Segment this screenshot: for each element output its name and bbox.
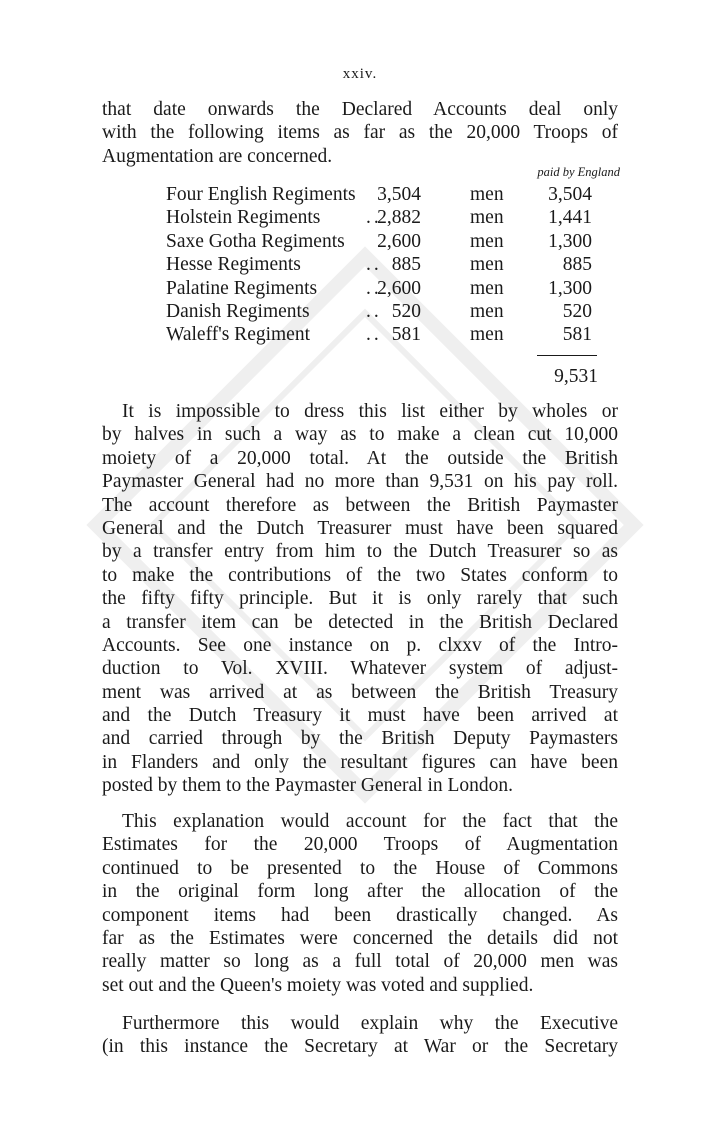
- paid-count: 1,441: [548, 207, 592, 229]
- regiment-name: Danish Regiments: [166, 300, 310, 322]
- regiment-name: Palatine Regiments: [166, 277, 318, 299]
- text-line: to make the contributions of the two States conform to: [102, 564, 618, 586]
- regiment-name: Four English Regiments: [166, 184, 356, 205]
- paid-count: 1,300: [548, 277, 592, 299]
- paid-total: 9,531: [554, 366, 598, 387]
- regiment-name: Hesse Regiments: [166, 254, 301, 276]
- text-line: ment was arrived at as between the British Treasury: [102, 681, 618, 703]
- text-line: the fifty fifty principle. But it is only rarely that such: [102, 588, 618, 610]
- text-line: Estimates for the 20,000 Troops of Augmentation: [102, 834, 618, 856]
- text-line: and the Dutch Treasury it must have been arrived at: [102, 705, 618, 727]
- text-line: continued to be presented to the House of Commons: [102, 857, 618, 879]
- table-row: [166, 207, 606, 230]
- paragraph-intro: [102, 98, 618, 168]
- unit-label: men: [470, 300, 504, 322]
- text-line: General and the Dutch Treasurer must have been squared: [102, 517, 618, 539]
- leader-dots: ..: [366, 300, 382, 322]
- men-count: 581: [391, 324, 421, 346]
- paid-count: 1,300: [548, 230, 592, 252]
- paid-count: 581: [562, 324, 592, 346]
- text-line: by halves in such a way as to make a clean cut 10,000: [102, 424, 618, 446]
- text-line: (in this instance the Secretary at War or the Secretary: [102, 1036, 618, 1058]
- regiments-table: [166, 184, 606, 348]
- men-count: 2,600: [377, 277, 421, 299]
- total-rule: [537, 355, 597, 356]
- unit-label: men: [470, 277, 504, 299]
- paid-count: 885: [562, 254, 592, 276]
- paragraph-3: [102, 1012, 618, 1059]
- men-count: 520: [391, 300, 421, 322]
- column-heading-paid: paid by England: [537, 165, 620, 179]
- leader-dots: ..: [366, 207, 382, 229]
- leader-dots: ..: [366, 324, 382, 346]
- text-line: really matter so long as a full total of 20,000 men was: [102, 951, 618, 973]
- page-folio: xxiv.: [342, 66, 378, 82]
- regiment-name: Holstein Regiments: [166, 207, 321, 229]
- text-line: a transfer item can be detected in the British Declared: [102, 611, 618, 633]
- text-line: component items had been drastically changed. As: [102, 904, 618, 926]
- text-line: in Flanders and only the resultant figures can have been: [102, 751, 618, 773]
- text-line: set out and the Queen's moiety was voted and supplied.: [102, 974, 534, 996]
- unit-label: men: [470, 324, 504, 346]
- text-line: that date onwards the Declared Accounts deal only: [102, 99, 618, 120]
- text-line: Accounts. See one instance on p. clxxv of the Intro-: [102, 634, 618, 656]
- unit-label: men: [470, 254, 504, 276]
- text-line: moiety of a 20,000 total. At the outside the British: [102, 447, 618, 469]
- text-line: It is impossible to dress this list either by wholes or: [122, 401, 618, 422]
- text-line: Augmentation are concerned.: [102, 145, 333, 167]
- leader-dots: ..: [366, 277, 382, 299]
- paid-count: 520: [562, 300, 592, 322]
- men-count: 2,882: [377, 207, 421, 229]
- unit-label: men: [470, 207, 504, 229]
- text-line: and carried through by the British Deputy Paymasters: [102, 728, 618, 750]
- table-row: [166, 324, 606, 347]
- text-line: far as the Estimates were concerned the details did not: [102, 927, 618, 949]
- table-row: [166, 184, 606, 207]
- text-line: with the following items as far as the 20,000 Troops of: [102, 122, 618, 144]
- paid-count: 3,504: [548, 184, 592, 205]
- paragraph-1: [102, 400, 618, 798]
- text-line: Paymaster General had no more than 9,531 on his pay roll.: [102, 471, 618, 493]
- text-line: This explanation would account for the fact that the: [122, 811, 618, 832]
- text-line: duction to Vol. XVIII. Whatever system of adjust-: [102, 658, 618, 680]
- men-count: 3,504: [377, 184, 421, 205]
- leader-dots: ..: [366, 254, 382, 276]
- table-row: [166, 301, 606, 324]
- text-line: by a transfer entry from him to the Dutch Treasurer so as: [102, 541, 618, 563]
- table-row: [166, 231, 606, 254]
- text-line: posted by them to the Paymaster General in London.: [102, 775, 514, 797]
- regiment-name: Waleff's Regiment: [166, 324, 311, 346]
- text-line: The account therefore as between the British Paymaster: [102, 494, 618, 516]
- regiment-name: Saxe Gotha Regiments: [166, 230, 345, 252]
- table-row: [166, 278, 606, 301]
- unit-label: men: [470, 184, 504, 205]
- unit-label: men: [470, 230, 504, 252]
- men-count: 885: [391, 254, 421, 276]
- table-row: [166, 254, 606, 277]
- text-line: in the original form long after the allocation of the: [102, 881, 618, 903]
- text-line: Furthermore this would explain why the Executive: [122, 1013, 618, 1034]
- paragraph-2: [102, 810, 618, 997]
- men-count: 2,600: [377, 230, 421, 252]
